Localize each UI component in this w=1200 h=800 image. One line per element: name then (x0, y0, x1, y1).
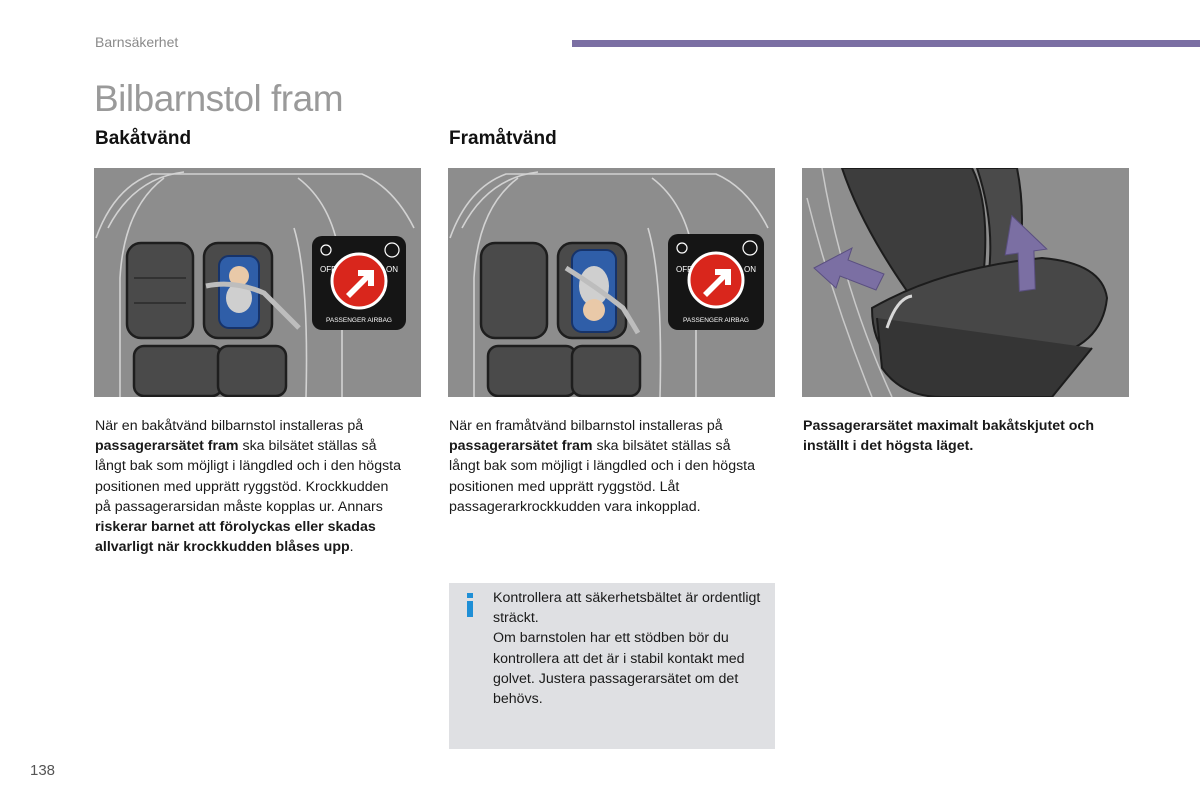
info-icon (463, 593, 477, 617)
airbag-lettering-2: PASSENGER AIRBAG (683, 317, 749, 324)
info-text (493, 588, 768, 709)
info-line-1: Kontrollera att säkerhetsbältet är ordentligt sträckt. (493, 590, 761, 627)
section-label: Barnsäkerhet (95, 34, 179, 50)
header-rule (572, 40, 1200, 47)
airbag-off-label-2: OFF (676, 265, 692, 274)
airbag-off-label: OFF (320, 265, 336, 274)
page-title: Bilbarnstol fram (94, 78, 344, 119)
text-forward-1: När en framåtvänd bilbarnstol installeras på (449, 418, 723, 434)
text-rear-bold-2: riskerar barnet att förolyckas eller skadas allvarligt när krockkudden blåses upp (95, 519, 376, 556)
figure-seat-adjustment (802, 168, 1129, 397)
text-seat-bold: Passagerarsätet maximalt bakåtskjutet och inställt i det högsta läget. (803, 418, 1094, 455)
airbag-on-label-2: ON (744, 265, 756, 274)
info-line-2: Om barnstolen har ett stödben bör du kontrollera att det är i stabil kontakt med golvet. Justera passagerarsätet om det behövs. (493, 630, 745, 708)
figure-forward-facing-seat (448, 168, 775, 397)
page-number: 138 (30, 762, 56, 779)
heading-rear-facing: Bakåtvänd (95, 128, 192, 149)
figure-rear-facing-seat (94, 168, 421, 397)
text-forward-2: ska bilsätet ställas så långt bak som möjligt i längdled och i den högsta positionen med upprätt ryggstöd. Låt passagerarkrockkudden vara inkopplad. (449, 438, 756, 515)
airbag-lettering: PASSENGER AIRBAG (326, 317, 392, 324)
text-rear-2: ska bilsätet ställas så långt bak som möjligt i längdled och i den högsta positionen med upprätt ryggstöd. Krockkudden på passagerarsidan måste kopplas ur. Annars (95, 438, 402, 515)
info-box (449, 583, 775, 749)
text-rear-facing (95, 416, 405, 557)
text-rear-1: När en bakåtvänd bilbarnstol installeras på (95, 418, 364, 434)
text-forward-facing (449, 416, 759, 517)
text-seat-position (803, 416, 1133, 456)
text-rear-bold-1: passagerarsätet fram (95, 438, 239, 455)
text-forward-bold-1: passagerarsätet fram (449, 438, 593, 455)
heading-forward-facing: Framåtvänd (449, 128, 557, 149)
text-rear-3: . (349, 539, 354, 556)
airbag-on-label: ON (386, 265, 398, 274)
